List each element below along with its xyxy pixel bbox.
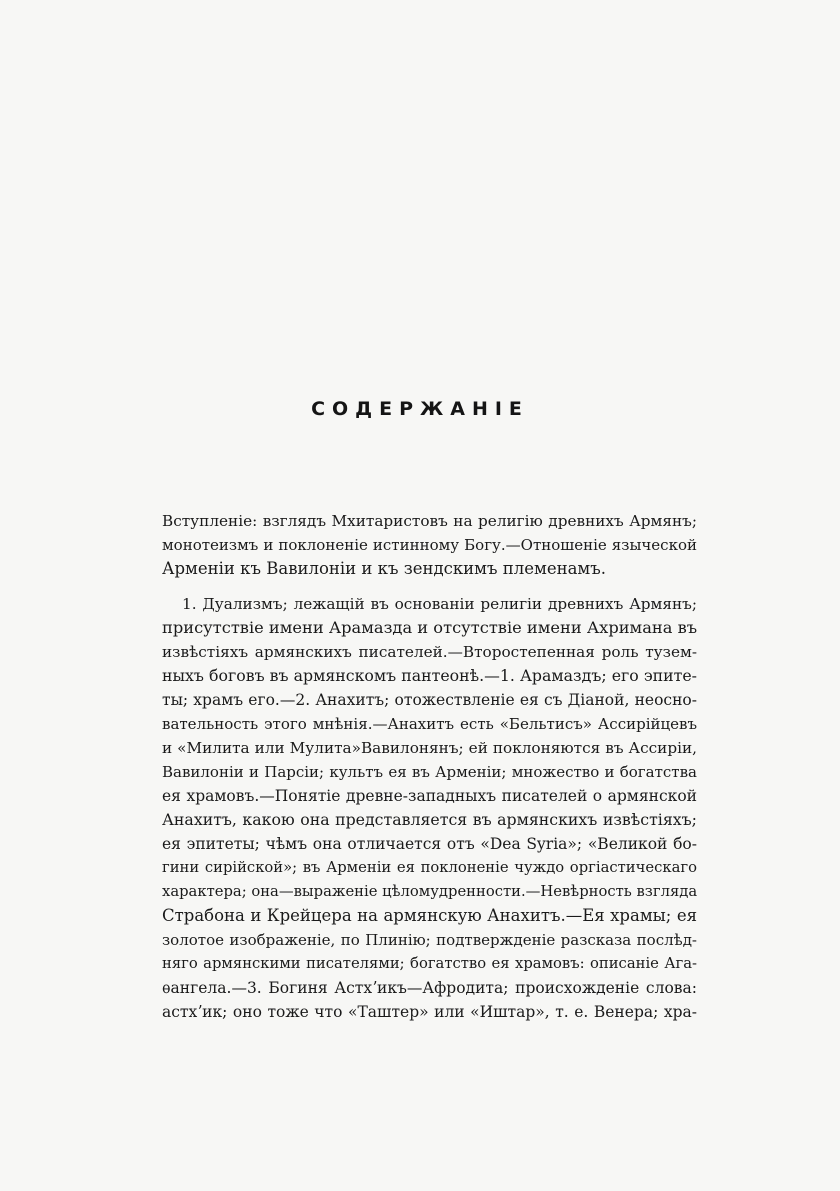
body-line-12: гини сирiйской»; въ Арменiи ея поклоненiе чуждо оргiастическаго (162, 859, 697, 876)
body-line-11: ея эпитеты; чѣмъ она отличается отъ «Dea Syria»; «Великой бо- (162, 835, 697, 853)
body-line-7: и «Милита или Мулита»Вавилонянъ; ей поклоняются въ Ассирiи, (162, 739, 697, 757)
body-line-5: ты; храмъ его.—2. Анахитъ; отожествленiе ея съ Дiаной, неосно- (162, 691, 697, 709)
body-line-18: астхʼик; оно тоже что «Таштер» или «Иштар», т. е. Венера; хра- (162, 1003, 697, 1021)
intro-line-2: монотеизмъ и поклоненiе истинному Богу.—Отношенiе языческой (162, 536, 697, 554)
body-line-4: ныхъ боговъ въ армянскомъ пантеонѣ.—1. Арамаздъ; его эпите- (162, 666, 697, 685)
body-line-14: Страбона и Крейцера на армянскую Анахитъ.—Ея храмы; ея (162, 906, 697, 925)
intro-line-1: Вступленiе: взглядъ Мхитаристовъ на религiю древнихъ Армянъ; (162, 512, 697, 530)
body-line-17: ѳангела.—3. Богиня Астхʼикъ—Афродита; происхожденiе слова: (162, 979, 697, 997)
body-line-15: золотое изображенiе, по Плинiю; подтвержденiе разсказа послѣд- (162, 931, 697, 949)
page-title: СОДЕРЖАНIЕ (311, 398, 529, 420)
body-line-3: извѣстiяхъ армянскихъ писателей.—Второстепенная роль тузем- (162, 643, 697, 661)
body-line-1: 1. Дуализмъ; лежащiй въ основанiи религiи древнихъ Армянъ; (182, 595, 697, 613)
body-line-10: Анахитъ, какою она представляется въ армянскихъ извѣстiяхъ; (162, 810, 697, 829)
intro-line-3: Арменiи къ Вавилонiи и къ зендскимъ племенамъ. (162, 559, 607, 578)
body-line-16: няго армянскими писателями; богатство ея храмовъ: описанiе Ага- (162, 955, 697, 972)
body-line-6: вательность этого мнѣнiя.—Анахитъ есть «Бельтисъ» Ассирiйцевъ (162, 715, 697, 733)
body-line-13: характера; она—выраженiе цѣломудренности.—Невѣрность взгляда (162, 883, 697, 900)
body-line-9: ея храмовъ.—Понятiе древне-западныхъ писателей о армянской (162, 787, 697, 805)
body-line-8: Вавилонiи и Парсiи; культъ ея въ Арменiи; множество и богатства (162, 763, 697, 781)
body-line-2: присутствiе имени Арамазда и отсутствiе имени Ахримана въ (162, 618, 697, 637)
